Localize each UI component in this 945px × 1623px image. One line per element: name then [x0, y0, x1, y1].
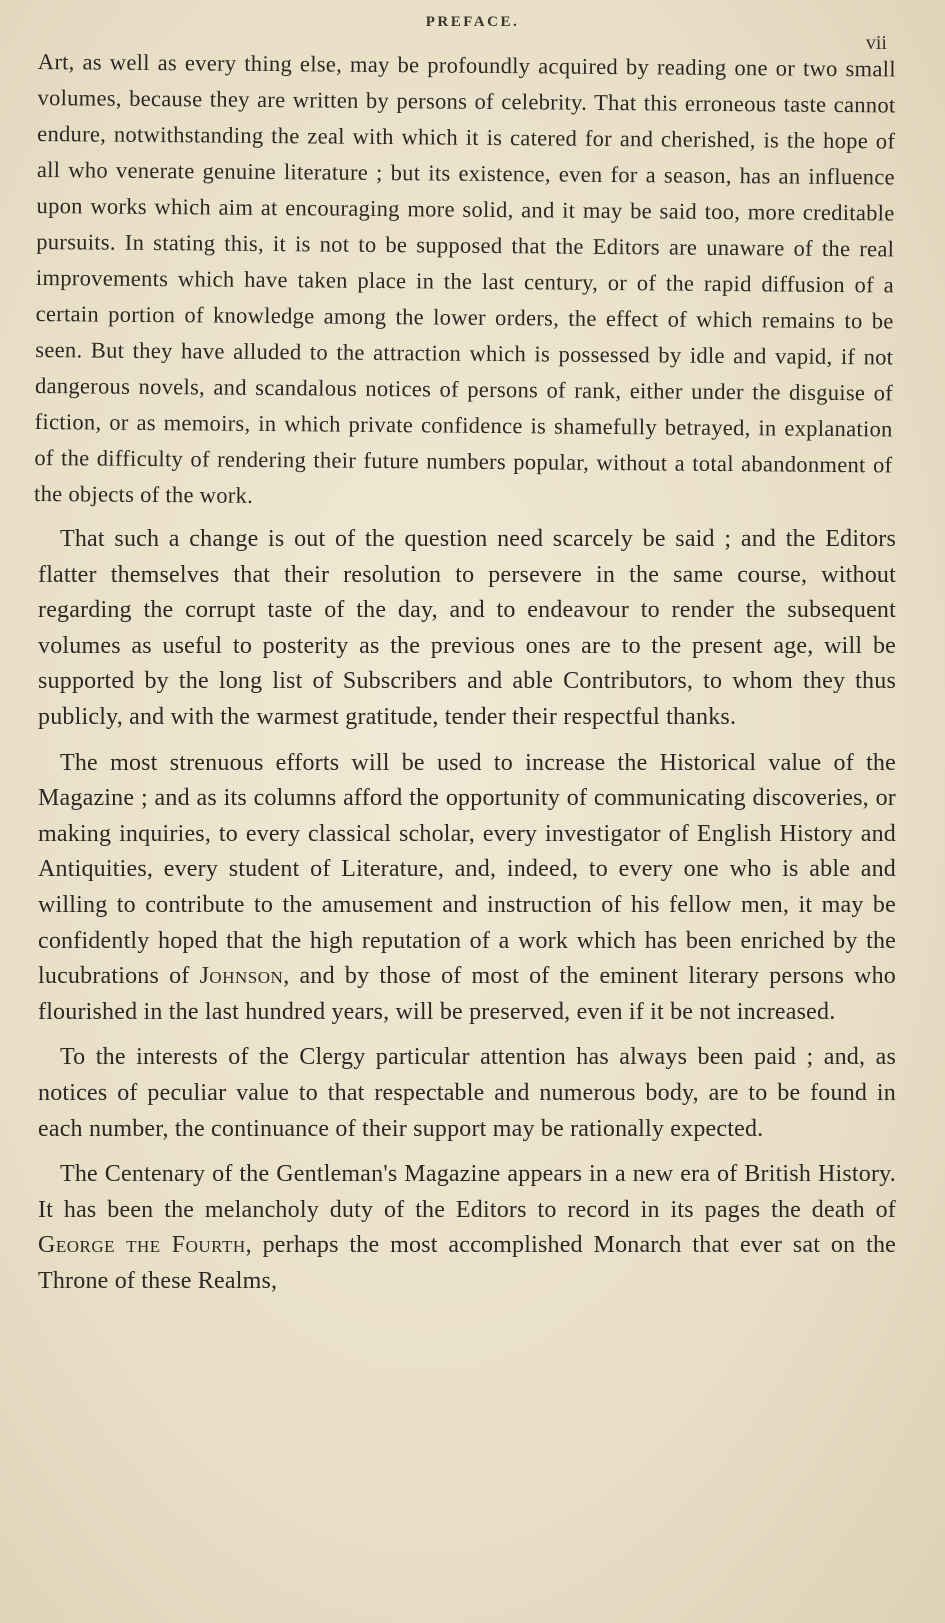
page-number: vii	[865, 32, 887, 54]
running-head: PREFACE.	[425, 14, 520, 30]
paragraph-5	[38, 1157, 896, 1299]
name-george-the-fourth: George the Fourth	[38, 1232, 246, 1259]
paragraph-3-text-b: , and by those of most of the eminent literary persons who flourished in the last hundred years, will be preserved, even if it be not increased.	[38, 963, 897, 1025]
paragraph-3	[38, 746, 896, 1031]
page-body	[33, 44, 897, 1309]
paragraph-5-text-b: , perhaps the most accomplished Monarch that ever sat on the Throne of these Realms,	[38, 1232, 896, 1294]
paragraph-3-text-a: The most strenuous efforts will be used to increase the Historical value of the Magazine ; and as its columns afford the opportunity of communicating discoveries, or making inquiries, to every classical scholar, every investigator of English History and Antiquities, every student of Literature, and, indeed, to every one who is able and willing to contribute to the amusement and instruction of his fellow men, it may be confidently hoped that the high reputation of a work which has been enriched by the lucubrations of	[38, 749, 896, 990]
lower-text-block	[38, 522, 896, 1299]
paragraph-4: To the interests of the Clergy particular attention has always been paid ; and, as notices of peculiar value to that respectable and numerous body, are to be found in each number, the continuance of their support may be rationally expected.	[38, 1044, 896, 1142]
paragraph-5-text-a: The Centenary of the Gentleman's Magazine appears in a new era of British History. It has been the melancholy duty of the Editors to record in its pages the death of	[38, 1161, 896, 1223]
paragraph-1: Art, as well as every thing else, may be profoundly acquired by reading one or two small volumes, because they are written by persons of celebrity. That this erroneous taste cannot endure, notwithstanding the zeal with which it is catered for and cherished, is the hope of all who venerate genuine literature ; but its existence, even for a season, has an influence upon works which aim at encouraging more solid, and it may be said too, more creditable pursuits. In stating this, it is not to be supposed that the Editors are unaware of the real improvements which have taken place in the last century, or of the rapid diffusion of a certain portion of knowledge among the lower orders, the effect of which remains to be seen. But they have alluded to the attraction which is possessed by idle and vapid, if not dangerous novels, and scandalous notices of persons of rank, either under the disguise of fiction, or as memoirs, in which private confidence is shamefully betrayed, in explanation of the difficulty of rendering their future numbers popular, without a total abandonment of the objects of the work.	[33, 48, 896, 508]
paragraph-2: That such a change is out of the question need scarcely be said ; and the Editors flatter themselves that their resolution to persevere in the same course, without regarding the corrupt taste of the day, and to endeavour to render the subsequent volumes as useful to posterity as the previous ones are to the present age, will be supported by the long list of Subscribers and able Contributors, to whom they thus publicly, and with the warmest gratitude, tender their respectful thanks.	[38, 526, 896, 730]
name-johnson: Johnson	[199, 963, 284, 990]
